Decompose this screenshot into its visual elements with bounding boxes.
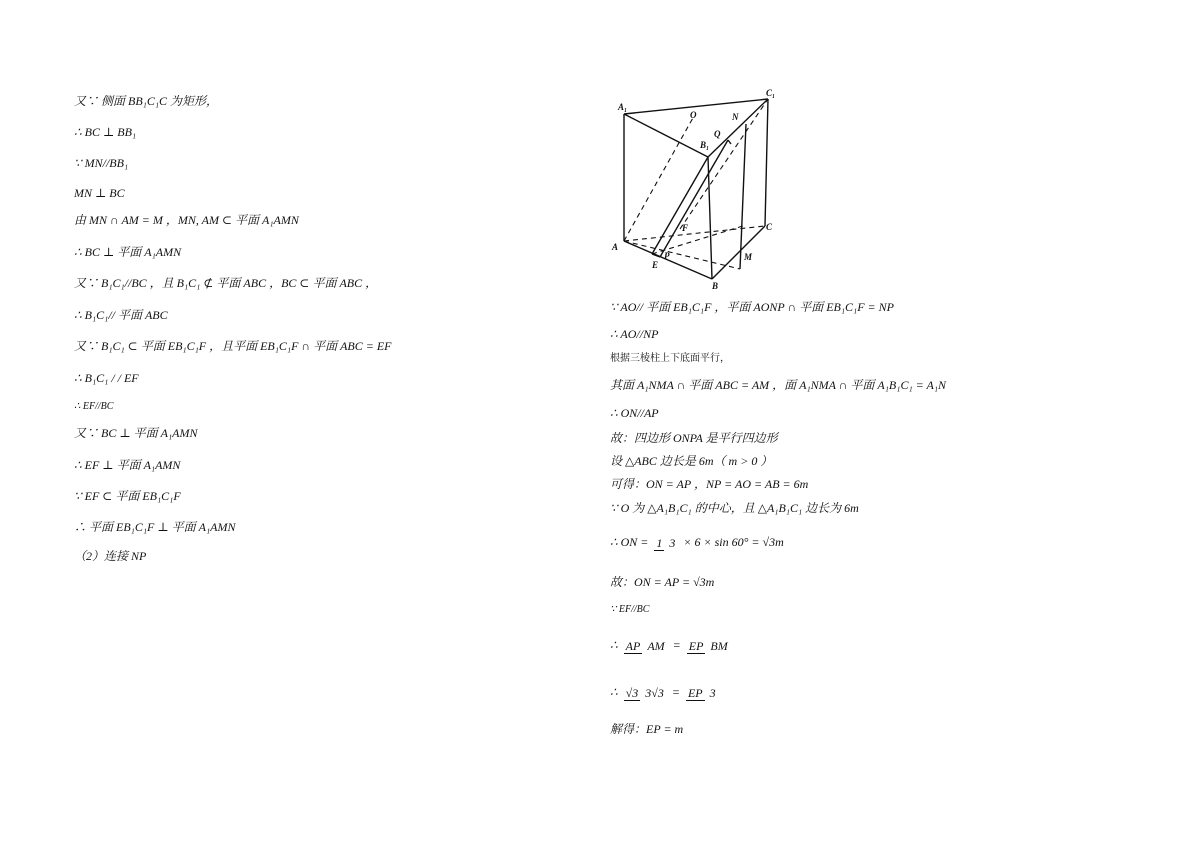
eq14-denominator-right: 3	[709, 686, 716, 701]
proof-line-4: MN ⊥ BC	[74, 186, 125, 200]
label-A1: A₁	[618, 102, 628, 112]
eq10-denominator: 3	[669, 536, 676, 551]
edge-a1-b1	[624, 114, 708, 157]
edge-b-c	[712, 226, 765, 279]
label-F: F	[682, 223, 689, 233]
eq10-fraction	[654, 529, 677, 557]
solution-line-1: ∵ AO// 平面 EB₁C₁F ，平面 AONP ∩ 平面 EB₁C₁F = NP	[610, 300, 894, 314]
proof-line-8: ∴ B₁C₁// 平面 ABC	[74, 308, 168, 322]
eq13-numerator-left: AP	[625, 639, 641, 654]
eq13-denominator-right: BM	[710, 639, 728, 654]
proof-line-1: 又∵ 侧面 BB₁C₁C 为矩形，	[74, 94, 219, 108]
proof-line-5: 由 MN ∩ AM = M ，MN, AM ⊂ 平面 A₁AMN	[74, 213, 299, 227]
proof-line-10: ∴ B₁C₁ / / EF	[74, 371, 139, 385]
solution-line-2: ∴ AO//NP	[610, 327, 659, 341]
eq14-equals: =	[671, 685, 680, 699]
prism-figure	[608, 84, 784, 292]
solution-line-15: 解得：EP = m	[610, 722, 684, 736]
eq13-fraction-left	[624, 631, 667, 661]
eq10-prefix: ∴ ON =	[610, 535, 649, 549]
label-N: N	[732, 112, 739, 122]
label-O: O	[690, 110, 697, 120]
proof-line-11: ∴ EF//BC	[74, 401, 114, 412]
eq14-prefix: ∴	[610, 685, 618, 699]
edge-q	[728, 140, 731, 144]
proof-line-2: ∴ BC ⊥ BB₁	[74, 125, 137, 139]
label-C1: C₁	[766, 88, 776, 98]
eq13-prefix: ∴	[610, 638, 618, 652]
label-E: E	[652, 260, 659, 270]
proof-line-3: ∵ MN//BB₁	[74, 156, 129, 170]
eq14-fraction-right	[686, 678, 718, 708]
solution-line-9: ∵ O 为 △A₁B₁C₁ 的中心，且 △A₁B₁C₁ 边长为 6m	[610, 501, 859, 515]
solution-line-6: 故：四边形 ONPA 是平行四边形	[610, 431, 778, 445]
eq14-fraction-left	[624, 678, 666, 708]
edge-p-q	[660, 140, 728, 257]
solution-line-7: 设 △ABC 边长是 6m（ m > 0 ）	[610, 454, 773, 468]
solution-line-8: 可得：ON = AP ，NP = AO = AB = 6m	[610, 477, 809, 491]
eq14-numerator-right: EP	[687, 686, 703, 701]
eq13-equals: =	[672, 638, 681, 652]
proof-line-7: 又∵ B₁C₁//BC ，且 B₁C₁ ⊄ 平面 ABC ，BC ⊂ 平面 ABC ，	[74, 276, 378, 290]
solution-line-10	[610, 528, 784, 557]
solution-line-4: 其面 A₁NMA ∩ 平面 ABC = AM ，面 A₁NMA ∩ 平面 A₁B₁C₁ = A₁N	[610, 378, 947, 392]
eq13-fraction-right	[687, 631, 730, 661]
solution-line-12: ∵ EF//BC	[610, 604, 650, 615]
solution-line-13	[610, 630, 733, 661]
eq10-numerator: 1	[656, 536, 663, 551]
label-P: P	[664, 251, 670, 261]
proof-line-14: ∵ EF ⊂ 平面 EB₁C₁F	[74, 489, 181, 503]
label-M: M	[744, 252, 753, 262]
proof-line-9: 又∵ B₁C₁ ⊂ 平面 EB₁C₁F ，且平面 EB₁C₁F ∩ 平面 ABC = EF	[74, 339, 392, 353]
solution-line-3: 根据三棱柱上下底面平行，	[610, 353, 730, 364]
eq10-suffix: × 6 × sin 60° = √3m	[683, 535, 784, 549]
eq13-numerator-right: EP	[688, 639, 704, 654]
edge-b1-c1	[708, 99, 768, 157]
proof-line-15: ∴ 平面 EB₁C₁F ⊥ 平面 A₁AMN	[74, 520, 236, 534]
label-Q: Q	[714, 129, 721, 139]
proof-line-16: （2）连接 NP	[74, 549, 147, 563]
label-B: B	[712, 281, 719, 291]
eq14-denominator-left: 3√3	[645, 686, 664, 701]
edge-a-c-hidden	[624, 226, 765, 241]
eq13-denominator-left: AM	[647, 639, 665, 654]
solution-line-5: ∴ ON//AP	[610, 406, 659, 420]
edge-c1-c	[765, 99, 768, 226]
edge-b1-b	[708, 157, 712, 279]
solution-line-11: 故：ON = AP = √3m	[610, 575, 715, 589]
label-C: C	[766, 222, 773, 232]
eq14-numerator-left: √3	[625, 686, 639, 701]
proof-line-13: ∴ EF ⊥ 平面 A₁AMN	[74, 458, 181, 472]
label-A: A	[612, 242, 619, 252]
proof-line-12: 又∵ BC ⊥ 平面 A₁AMN	[74, 426, 198, 440]
proof-line-6: ∴ BC ⊥ 平面 A₁AMN	[74, 245, 182, 259]
solution-line-14	[610, 677, 721, 708]
label-B1: B₁	[700, 140, 710, 150]
